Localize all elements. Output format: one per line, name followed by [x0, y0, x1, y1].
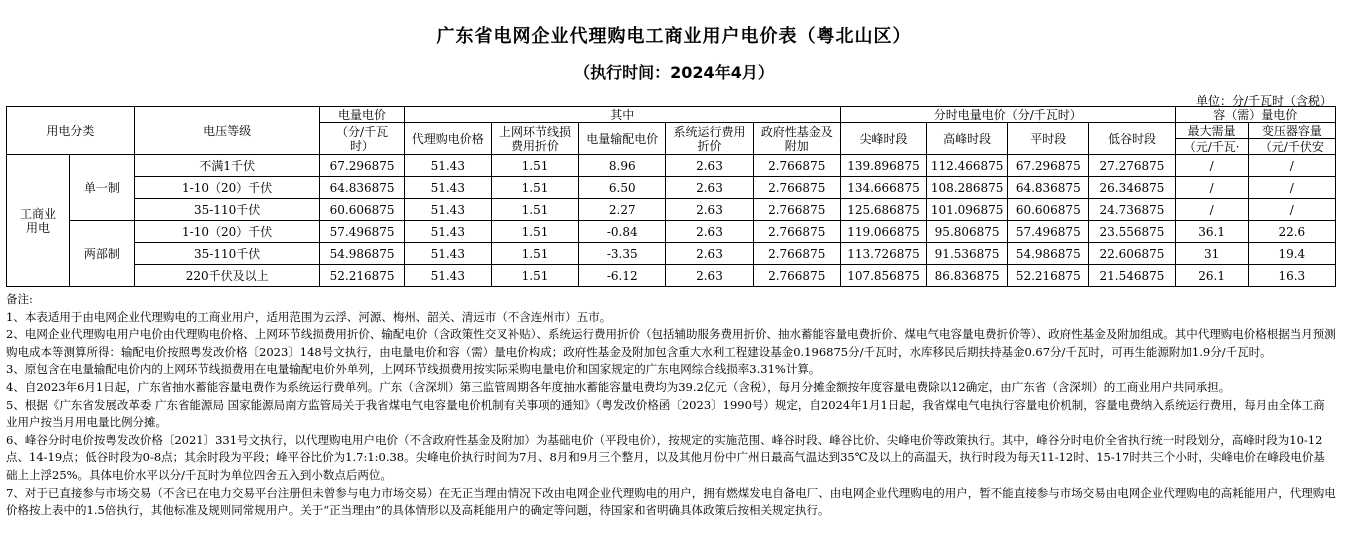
- gov-fund-cell: 2.766875: [753, 177, 840, 199]
- price-cell: 60.606875: [320, 199, 404, 221]
- price-cell: 54.986875: [320, 243, 404, 265]
- max-demand-cell: /: [1175, 199, 1248, 221]
- header-gov-fund: 政府性基金及 附加: [753, 123, 840, 155]
- gov-fund-cell: 2.766875: [753, 221, 840, 243]
- transformer-cell: 16.3: [1248, 265, 1335, 287]
- header-transformer: 变压器容量: [1248, 123, 1335, 139]
- voltage-cell: 35-110千伏: [134, 243, 320, 265]
- flat-cell: 54.986875: [1008, 243, 1089, 265]
- note-item: 2、电网企业代理购电用户电价由代理购电价格、上网环节线损费用折价、输配电价（含政策性交叉补贴）、系统运行费用折价（包括辅助服务费用折价、抽水蓄能容量电费折价、煤电气电容量电费折价等）、政府性基金及附加组成。其中代理购电价格根据当月预测购电成本等测算所得：输配电价按照粤发改价格〔2023〕148号文执行，由电量电价和容（需）量电价构成；政府性基金及附加包含重大水利工程建设基金0.196875分/千瓦时，水库移民后期扶持基金0.67分/千瓦时，可再生能源附加1.9分/千瓦时。: [6, 327, 1336, 359]
- transmission-cell: 2.27: [579, 199, 666, 221]
- unit-label: 单位：分/千瓦时（含税）: [1195, 94, 1332, 108]
- notes-heading: 备注:: [6, 292, 33, 306]
- peak-cell: 91.536875: [927, 243, 1008, 265]
- agency-cell: 51.43: [404, 155, 491, 177]
- header-agency: 代理购电价格: [404, 123, 491, 155]
- flat-cell: 67.296875: [1008, 155, 1089, 177]
- system-op-cell: 2.63: [666, 177, 753, 199]
- gov-fund-cell: 2.766875: [753, 199, 840, 221]
- header-system-op: 系统运行费用 折价: [666, 123, 753, 155]
- header-peak: 高峰时段: [927, 123, 1008, 155]
- header-transformer-unit: （元/千伏安: [1248, 139, 1335, 155]
- loss-cell: 1.51: [491, 155, 578, 177]
- max-demand-cell: /: [1175, 155, 1248, 177]
- transformer-cell: 19.4: [1248, 243, 1335, 265]
- system-op-cell: 2.63: [666, 155, 753, 177]
- transmission-cell: 8.96: [579, 155, 666, 177]
- peak-sharp-cell: 113.726875: [840, 243, 926, 265]
- notes-section: [6, 291, 1336, 520]
- group-name: 单一制: [69, 155, 134, 221]
- transmission-cell: -6.12: [579, 265, 666, 287]
- agency-cell: 51.43: [404, 177, 491, 199]
- voltage-cell: 220千伏及以上: [134, 265, 320, 287]
- voltage-cell: 35-110千伏: [134, 199, 320, 221]
- header-transmission: 电量输配电价: [579, 123, 666, 155]
- header-valley: 低谷时段: [1089, 123, 1175, 155]
- max-demand-cell: 26.1: [1175, 265, 1248, 287]
- peak-sharp-cell: 119.066875: [840, 221, 926, 243]
- note-item: 5、根据《广东省发展改革委 广东省能源局 国家能源局南方监管局关于我省煤电气电容量电价机制有关事项的通知》（粤发改价格函〔2023〕1990号）规定，自2024年1月1日起，我省煤电气电执行容量电价机制，容量电费纳入系统运行费用，每月由全体工商业用户按当月用电量比例分摊。: [6, 397, 1325, 430]
- page-subtitle: （执行时间：2024年4月）: [574, 63, 774, 82]
- transmission-cell: -0.84: [579, 221, 666, 243]
- header-category: 用电分类: [7, 107, 135, 155]
- flat-cell: 64.836875: [1008, 177, 1089, 199]
- valley-cell: 27.276875: [1089, 155, 1175, 177]
- header-max-demand-unit: （元/千瓦·: [1175, 139, 1248, 155]
- price-cell: 67.296875: [320, 155, 404, 177]
- peak-cell: 101.096875: [927, 199, 1008, 221]
- voltage-cell: 1-10（20）千伏: [134, 221, 320, 243]
- system-op-cell: 2.63: [666, 243, 753, 265]
- max-demand-cell: 31: [1175, 243, 1248, 265]
- note-item: 3、原包含在电量输配电价内的上网环节线损费用在电量输配电价外单列，上网环节线损费用按实际采购电量电价和国家规定的广东电网综合线损率3.31%计算。: [6, 362, 821, 377]
- peak-cell: 95.806875: [927, 221, 1008, 243]
- header-peak-sharp: 尖峰时段: [840, 123, 926, 155]
- header-tou: 分时电量电价（分/千瓦时）: [840, 107, 1175, 123]
- note-item: 4、自2023年6月1日起，广东省抽水蓄能容量电费作为系统运行费单列。广东（含深圳）第三监管周期各年度抽水蓄能容量电费均为39.2亿元（含税），每月分摊金额按年度容量电费除以12确定，由广东省（含深圳）的工商业用户共同承担。: [6, 379, 1231, 394]
- transformer-cell: /: [1248, 155, 1335, 177]
- page-title: 广东省电网企业代理购电工商业用户电价表（粤北山区）: [436, 26, 912, 47]
- price-cell: 64.836875: [320, 177, 404, 199]
- system-op-cell: 2.63: [666, 221, 753, 243]
- header-voltage: 电压等级: [134, 107, 320, 155]
- transformer-cell: 22.6: [1248, 221, 1335, 243]
- system-op-cell: 2.63: [666, 265, 753, 287]
- peak-sharp-cell: 125.686875: [840, 199, 926, 221]
- loss-cell: 1.51: [491, 177, 578, 199]
- valley-cell: 22.606875: [1089, 243, 1175, 265]
- agency-cell: 51.43: [404, 199, 491, 221]
- flat-cell: 60.606875: [1008, 199, 1089, 221]
- table-row: [7, 177, 1336, 199]
- loss-cell: 1.51: [491, 199, 578, 221]
- system-op-cell: 2.63: [666, 199, 753, 221]
- peak-sharp-cell: 107.856875: [840, 265, 926, 287]
- table-row: [7, 155, 1336, 177]
- agency-cell: 51.43: [404, 221, 491, 243]
- peak-sharp-cell: 139.896875: [840, 155, 926, 177]
- price-cell: 57.496875: [320, 221, 404, 243]
- agency-cell: 51.43: [404, 265, 491, 287]
- transformer-cell: /: [1248, 177, 1335, 199]
- header-energy-price-unit: （分/千瓦 时）: [320, 123, 404, 155]
- header-max-demand: 最大需量: [1175, 123, 1248, 139]
- valley-cell: 26.346875: [1089, 177, 1175, 199]
- flat-cell: 52.216875: [1008, 265, 1089, 287]
- header-capacity: 容（需）量电价: [1175, 107, 1335, 123]
- valley-cell: 21.546875: [1089, 265, 1175, 287]
- voltage-cell: 不满1千伏: [134, 155, 320, 177]
- price-table: [6, 106, 1336, 287]
- table-row: [7, 243, 1336, 265]
- table-row: [7, 265, 1336, 287]
- transmission-cell: -3.35: [579, 243, 666, 265]
- header-grid-loss: 上网环节线损 费用折价: [491, 123, 578, 155]
- peak-cell: 108.286875: [927, 177, 1008, 199]
- peak-cell: 112.466875: [927, 155, 1008, 177]
- category-label: 工商业 用电: [7, 155, 70, 287]
- group-name: 两部制: [69, 221, 134, 287]
- gov-fund-cell: 2.766875: [753, 243, 840, 265]
- table-row: [7, 199, 1336, 221]
- loss-cell: 1.51: [491, 265, 578, 287]
- valley-cell: 23.556875: [1089, 221, 1175, 243]
- loss-cell: 1.51: [491, 243, 578, 265]
- table-row: [7, 221, 1336, 243]
- gov-fund-cell: 2.766875: [753, 265, 840, 287]
- transmission-cell: 6.50: [579, 177, 666, 199]
- loss-cell: 1.51: [491, 221, 578, 243]
- note-item: 1、本表适用于由电网企业代理购电的工商业用户，适用范围为云浮、河源、梅州、韶关、清远市（不含连州市）五市。: [6, 309, 612, 324]
- valley-cell: 24.736875: [1089, 199, 1175, 221]
- price-cell: 52.216875: [320, 265, 404, 287]
- agency-cell: 51.43: [404, 243, 491, 265]
- header-of-which: 其中: [404, 107, 840, 123]
- max-demand-cell: 36.1: [1175, 221, 1248, 243]
- max-demand-cell: /: [1175, 177, 1248, 199]
- transformer-cell: /: [1248, 199, 1335, 221]
- note-item: 7、对于已直接参与市场交易（不含已在电力交易平台注册但未曾参与电力市场交易）在无正当理由情况下改由电网企业代理购电的用户，拥有燃煤发电自备电厂、由电网企业代理购电的用户，暂不能直接参与市场交易由电网企业代理购电的高耗能用户，代理购电价格按上表中的1.5倍执行，其他标准及规则同常规用户。关于“正当理由”的具体情形以及高耗能用户的确定等问题，待国家和省明确具体政策后按相关规定执行。: [6, 485, 1336, 518]
- peak-cell: 86.836875: [927, 265, 1008, 287]
- peak-sharp-cell: 134.666875: [840, 177, 926, 199]
- gov-fund-cell: 2.766875: [753, 155, 840, 177]
- header-flat: 平时段: [1008, 123, 1089, 155]
- voltage-cell: 1-10（20）千伏: [134, 177, 320, 199]
- header-energy-price: 电量电价: [320, 107, 404, 123]
- flat-cell: 57.496875: [1008, 221, 1089, 243]
- note-item: 6、峰谷分时电价按粤发改价格〔2021〕331号文执行，以代理购电用户电价（不含政府性基金及附加）为基础电价（平段电价），按规定的实施范围、峰谷时段、峰谷比价、尖峰电价等政策执行。其中，峰谷分时电价全省执行统一时段划分，高峰时段为10-12点、14-19点；低谷时段为0-8点；其余时段为平段；峰平谷比价为1.7:1:0.38。尖峰电价执行时间为7月、8月和9月三个整月，以及其他月份中广州日最高气温达到35℃及以上的高温天，执行时段为每天11-12时、15-17时共三个小时，尖峰电价在峰段电价基础上上浮25%。具体电价水平以分/千瓦时为单位四舍五入到小数点后两位。: [6, 432, 1325, 482]
